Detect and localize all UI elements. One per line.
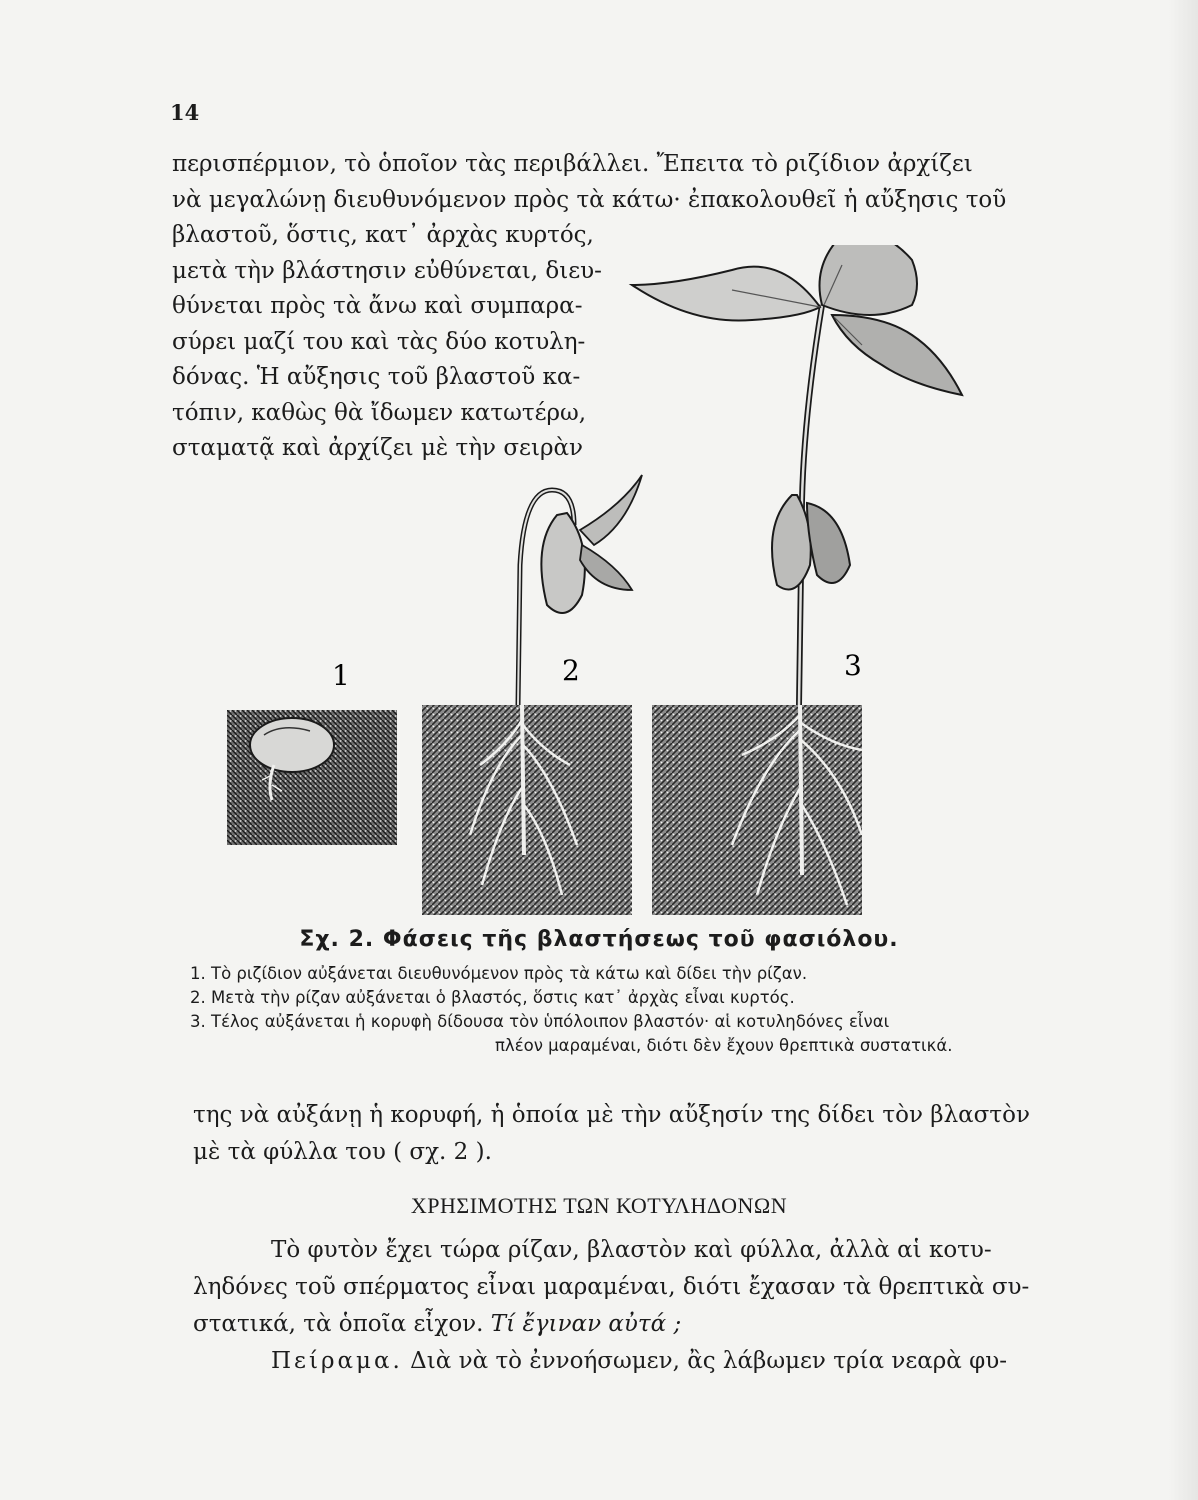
caption-item: 1. Τὸ ριζίδιον αὐξάνεται διευθυνόμενον πρὸς τὰ κάτω καὶ δίδει τὴν ρίζαν. — [190, 964, 808, 983]
figure-caption-title: Σχ. 2. Φάσεις τῆς βλαστήσεως τοῦ φασιόλου. — [299, 927, 899, 952]
caption-item: 2. Μετὰ τὴν ρίζαν αὐξάνεται ὁ βλαστός, ὅστις κατ᾽ ἀρχὰς εἶναι κυρτός. — [190, 988, 795, 1007]
experiment-label: Πείραμα. — [271, 1348, 403, 1374]
text-line: τόπιν, καθὼς θὰ ἴδωμεν κατωτέρω, — [172, 399, 587, 426]
stage-1-seed-in-soil — [227, 710, 397, 845]
page-edge-shadow — [1168, 0, 1198, 1500]
text-line: θύνεται πρὸς τὰ ἄνω καὶ συμπαρα- — [172, 293, 583, 319]
text-line-rest: Διὰ νὰ τὸ ἐννοήσωμεν, ἂς λάβωμεν τρία νεαρὰ φυ- — [402, 1348, 1007, 1374]
stage-label-3: 3 — [844, 649, 862, 682]
stage-label-2: 2 — [562, 654, 580, 687]
text-line: της νὰ αὐξάνῃ ἡ κορυφή, ἡ ὁποία μὲ τὴν αὔξησίν της δίδει τὸν βλαστὸν — [193, 1102, 1030, 1128]
section-heading: ΧΡΗΣΙΜΟΤΗΣ ΤΩΝ ΚΟΤΥΛΗΔΟΝΩΝ — [410, 1193, 788, 1218]
continuation-paragraph — [193, 1097, 1043, 1171]
text-line: βλαστοῦ, ὅστις, κατ᾽ ἀρχὰς κυρτός, — [172, 222, 594, 248]
text-line — [193, 1306, 1043, 1343]
stage-3-plant — [632, 245, 962, 915]
text-line: περισπέρμιον, τὸ ὁποῖον τὰς περιβάλλει. Ἔπειτα τὸ ριζίδιον ἀρχίζει — [172, 151, 973, 177]
stage-2-seedling — [422, 475, 642, 915]
text-line: σταματᾷ καὶ ἀρχίζει μὲ τὴν σειρὰν — [172, 435, 584, 461]
text-line: ληδόνες τοῦ σπέρματος εἶναι μαραμέναι, διότι ἔχασαν τὰ θρεπτικὰ συ- — [193, 1274, 1030, 1300]
text-line — [193, 1343, 1043, 1380]
text-line: σύρει μαζί του καὶ τὰς δύο κοτυλη- — [172, 328, 586, 355]
caption-item-continuation: πλέον μαραμέναι, διότι δὲν ἔχουν θρεπτικὰ συστατικά. — [495, 1036, 953, 1055]
text-line: μὲ τὰ φύλλα του ( σχ. 2 ). — [193, 1139, 492, 1165]
bean-germination-figure — [222, 245, 1002, 925]
caption-item-text: 3. Τέλος αὐξάνεται ἡ κορυφὴ δίδουσα τὸν ὑπόλοιπον βλαστόν· αἱ κοτυληδόνες εἶναι — [190, 1012, 890, 1031]
italic-question: Τί ἔγιναν αὐτά ; — [490, 1311, 682, 1337]
text-line: μετὰ τὴν βλάστησιν εὐθύνεται, διευ- — [172, 257, 602, 284]
caption-item — [190, 1010, 1040, 1058]
text-line: Τὸ φυτὸν ἔχει τώρα ρίζαν, βλαστὸν καὶ φύλλα, ἀλλὰ αἱ κοτυ- — [271, 1237, 992, 1263]
page-number: 14 — [170, 100, 200, 125]
stage-label-1: 1 — [332, 659, 350, 692]
text-line-plain: στατικά, τὰ ὁποῖα εἶχον. — [193, 1311, 491, 1337]
section-paragraph — [193, 1232, 1043, 1380]
text-line: νὰ μεγαλώνῃ διευθυνόμενον πρὸς τὰ κάτω· ἐπακολουθεῖ ἡ αὔξησις τοῦ — [172, 186, 1007, 213]
text-line: δόνας. Ἡ αὔξησις τοῦ βλαστοῦ κα- — [172, 364, 581, 390]
figure-caption-list — [190, 962, 1040, 1058]
